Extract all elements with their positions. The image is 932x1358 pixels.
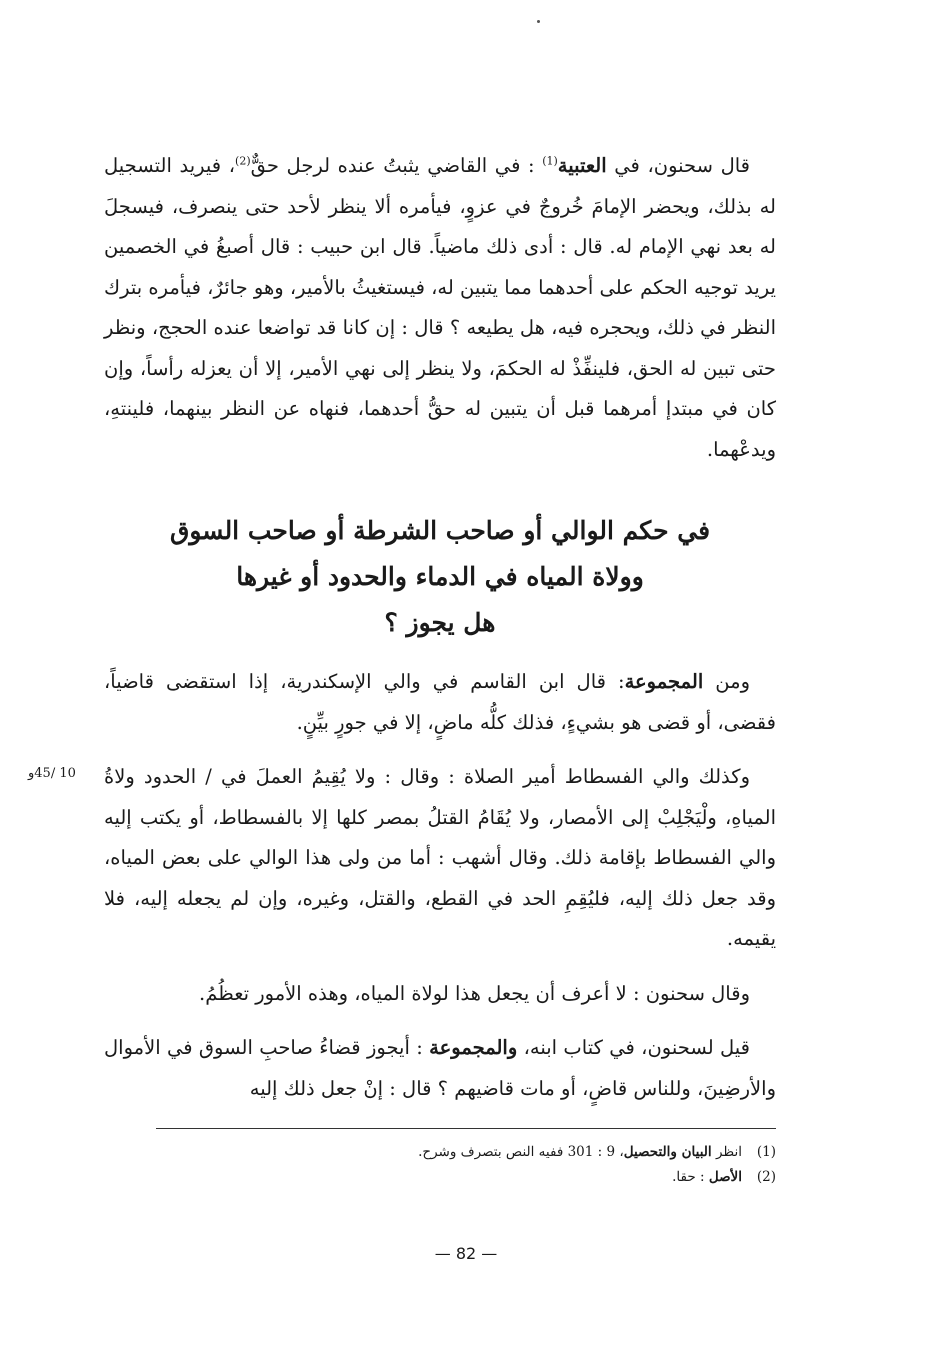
source-title-majmua-2: والمجموعة bbox=[429, 1036, 518, 1059]
footnotes bbox=[104, 1140, 776, 1190]
heading-line-2: وولاة المياه في الدماء والحدود أو غيرها bbox=[236, 562, 644, 591]
scan-speck bbox=[537, 20, 540, 23]
manuscript-folio-ref: 10 /45و bbox=[28, 766, 76, 781]
paragraph-2: ومن المجموعة: قال ابن القاسم في والي الإسكندرية، إذا استقضى قاضياً، فقضى، أو قضى هو بشيءٍ، فذلك كلُّه ماضٍ، إلا في جورٍ بيِّنٍ. bbox=[104, 670, 776, 734]
section-heading bbox=[104, 508, 776, 646]
source-title-utbiyya: العتبية bbox=[557, 154, 607, 177]
paragraph-4: وقال سحنون : لا أعرف أن يجعل هذا لولاة المياه، وهذه الأمور تعظُمُ. bbox=[199, 981, 750, 1005]
heading-line-3: هل يجوز ؟ bbox=[384, 608, 496, 637]
body-section bbox=[104, 662, 776, 1109]
paragraph-5: قيل لسحنون، في كتاب ابنه، والمجموعة : أيجوز قضاءُ صاحبِ السوق في الأموال والأرضِينَ، وللناس قاضٍ، أو مات قاضيهم ؟ قال : إنْ جعل ذلك إليه bbox=[104, 1036, 776, 1100]
footnote-ref-1[interactable]: (1) bbox=[542, 154, 558, 168]
source-title-majmua: المجموعة bbox=[624, 670, 704, 693]
footnote-ref-2[interactable]: (2) bbox=[235, 154, 251, 168]
footnote-2: (2)الأصل : حقا. bbox=[104, 1165, 776, 1190]
page-number: — 82 — bbox=[434, 1244, 498, 1263]
opening-section bbox=[104, 146, 776, 470]
footnote-1: (1)انظر البيان والتحصيل، 9 : 301 ففيه النص بتصرف وشرح. bbox=[104, 1140, 776, 1165]
footnote-divider bbox=[156, 1128, 776, 1129]
heading-line-1: في حكم الوالي أو صاحب الشرطة أو صاحب السوق bbox=[169, 516, 711, 545]
paragraph-1: قال سحنون، في العتبية$^{(1)}$ : في القاضي يثبتُ عنده لرجل حقٌّ$^{(2)}$، فيريد التسجيل له بذلك، ويحضر الإمامَ خُروجٌ في عزوٍ، فيأمره ألا ينظر لأحد حتى ينصرف، فيسجلَ له بعد نهي الإمام له. قال : أدى ذلك ماضياً. قال ابن حبيب : قال أصبغُ في الخصمين يريد توجيه الحكم على أحدهما مما يتبين له، فيستغيثُ بالأمير، وهو جائرٌ، فيأمره بترك النظر في ذلك، ويحجره فيه، هل يطيعه ؟ قال : إن كانا قد تواضعا عنده الحجج، ونظر حتى تبين له الحق، فلينفِّذْ له الحكمَ، ولا ينظر إلى نهي الأمير، إلا أن يعزله رأساً، وإن كان في مبتدإ أمرهما قبل أن يتبين له حقُّ أحدهما، فنهاه عن النظر بينهما، فلينتهِ، ويدعْهما. bbox=[104, 154, 776, 461]
footnote-number: (1) bbox=[756, 1144, 776, 1160]
footnote-number: (2) bbox=[756, 1169, 776, 1185]
paragraph-3: وكذلك والي الفسطاط أمير الصلاة : وقال : ولا يُقِيمُ العملَ في / الحدود ولاةُ المياهِ، ولْيَجْلِبْ إلى الأمصار، ولا يُقَامُ القتلُ بمصر كلها إلا بالفسطاط، أو يكتب إليه والي الفسطاط بإقامة ذلك. وقال أشهب : أما من ولى هذا الوالي على بعض المياه، وقد جعل ذلك إليه، فليُقِمِ الحد في القطع، والقتل، وغيره، وإن لم يجعله إليه، فلا يقيمه. bbox=[104, 765, 776, 950]
